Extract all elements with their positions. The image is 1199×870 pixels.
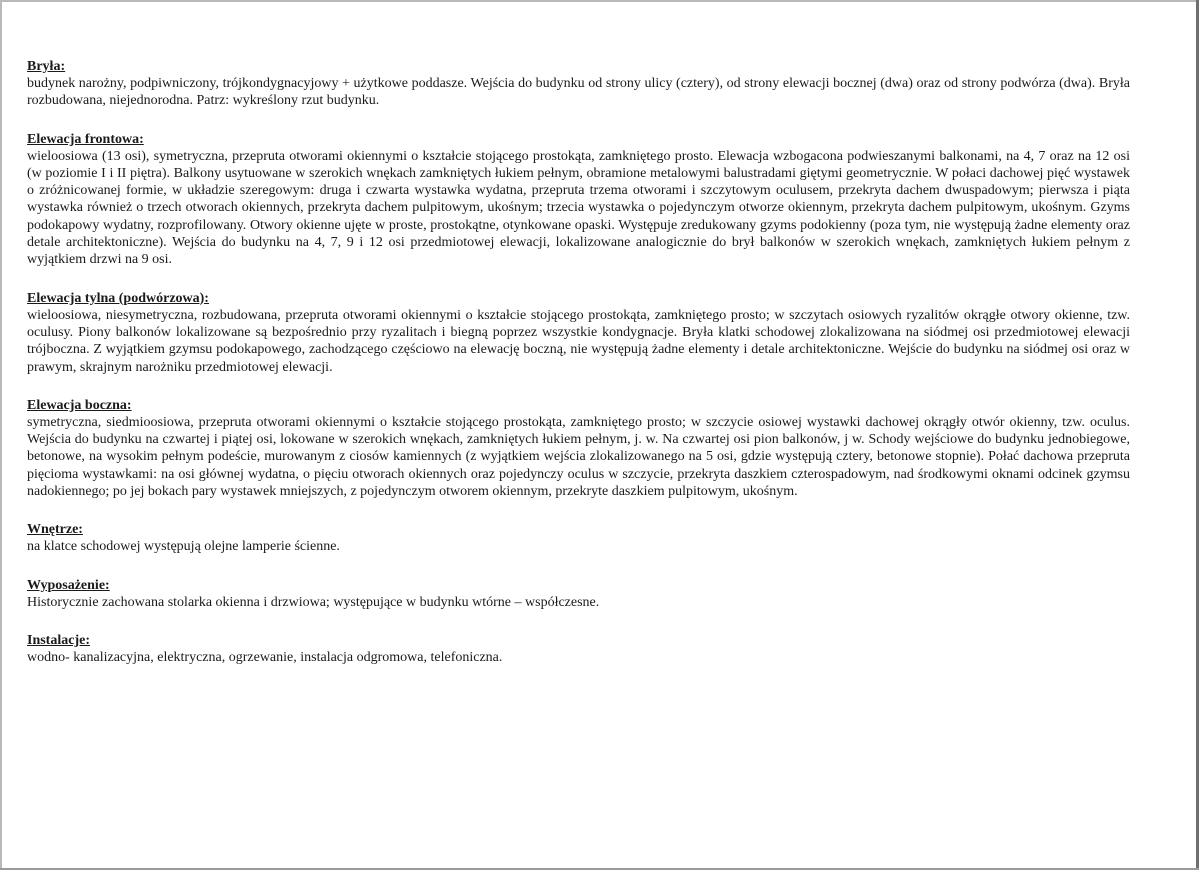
document-body <box>27 58 1130 684</box>
section-heading: Elewacja frontowa: <box>27 131 144 147</box>
section-heading: Instalacje: <box>27 632 90 648</box>
section-heading: Wyposażenie: <box>27 577 110 593</box>
section-heading: Elewacja boczna: <box>27 397 132 413</box>
section-text: wieloosiowa, niesymetryczna, rozbudowana, przepruta otworami okiennymi o kształcie stojącego prostokąta, zamkniętego prosto; w szczytach osiowych ryzalitów okrągłe otwory okienne, tzw. oculusy. Piony balkonów lokalizowane są bezpośrednio przy ryzalitach i biegną poprzez wszystkie kondygnacje. Bryła klatki schodowej zlokalizowana na siódmej osi przedmiotowej elewacji trójboczna. Z wyjątkiem gzymsu podokapowego, zachodzącego częściowo na elewację boczną, nie występują żadne elementy i detale architektoniczne. Wejście do budynku na siódmej osi oraz w prawym, skrajnym narożniku przedmiotowej elewacji. <box>27 307 1130 375</box>
section-text: na klatce schodowej występują olejne lamperie ścienne. <box>27 539 340 555</box>
section-wyposazenie <box>27 577 1130 611</box>
section-text: symetryczna, siedmioosiowa, przepruta otworami okiennymi o kształcie stojącego prostokąta, zamkniętego prosto; w szczycie osiowej wystawki dachowej okrągły otwór okienny, tzw. oculus. Wejścia do budynku na czwartej i piątej osi, lokowane w szerokich wnękach, zamkniętych łukiem pełnym, j. w. Na czwartej osi pion balkonów, j w. Schody wejściowe do budynku jednobiegowe, betonowe, na wysokim pełnym podeście, murowanym z ciosów kamiennych (z wyjątkiem wejścia zlokalizowanego na 5 osi, gdzie występują cztery, betonowe stopnie). Połać dachowa przepruta pięcioma wystawkami: na osi głównej wydatna, o pięciu otworach okiennych oraz pojedynczy oculus w szczycie, przekryta daszkiem czterospadowym, nad środkowymi oknami odcinek gzymsu nadokiennego; po jej bokach pary wystawek mniejszych, z pojedynczym otworem okiennym, przekryte daszkiem pulpitowym, ukośnym. <box>27 414 1130 500</box>
section-wnetrze <box>27 521 1130 555</box>
section-heading: Wnętrze: <box>27 522 83 538</box>
section-heading: Bryła: <box>27 59 66 74</box>
section-text: Historycznie zachowana stolarka okienna i drzwiowa; występujące w budynku wtórne – współczesne. <box>27 594 600 610</box>
section-text: wodno- kanalizacyjna, elektryczna, ogrzewanie, instalacja odgromowa, telefoniczna. <box>27 649 503 665</box>
section-elewacja-tylna <box>27 290 1130 376</box>
section-elewacja-boczna <box>27 397 1130 500</box>
section-text: wieloosiowa (13 osi), symetryczna, przepruta otworami okiennymi o kształcie stojącego prostokąta, zamkniętego prosto. Elewacja wzbogacona podwieszanymi balkonami, na 4, 7 oraz na 12 osi (w poziomie I i II piętra). Balkony usytuowane w szerokich wnękach zamkniętych łukiem pełnym, obramione metalowymi balustradami giętymi geometrycznie. W połaci dachowej pięć wystawek o zróżnicowanej formie, w układzie szeregowym: druga i czwarta wystawka wydatna, przepruta trzema otworami i szczytowym oculusem, przekryta dachem dwuspadowym; pierwsza i piąta wystawka również o trzech otworach okiennych, przekryta dachem pulpitowym, ukośnym; trzecia wystawka o pojedynczym otworze okiennym, przekryta dachem pulpitowym, ukośnym. Gzyms podokapowy wydatny, rozprofilowany. Otwory okienne ujęte w proste, prostokątne, otynkowane opaski. Występuje zredukowany gzyms podokienny (poza tym, nie występują żadne elementy oraz detale architektoniczne). Wejścia do budynku na 4, 7, 9 i 12 osi przedmiotowej elewacji, lokalizowane analogicznie do brył balkonów w szerokich wnękach, zamkniętych łukiem pełnym z wyjątkiem drzwi na 9 osi. <box>27 148 1130 268</box>
section-heading: Elewacja tylna (podwórzowa): <box>27 290 209 306</box>
section-elewacja-frontowa <box>27 131 1130 269</box>
section-bryla <box>27 58 1130 110</box>
section-text: budynek narożny, podpiwniczony, trójkondygnacyjowy + użytkowe poddasze. Wejścia do budynku od strony ulicy (cztery), od strony elewacji bocznej (dwa) oraz od strony podwórza (dwa). Bryła rozbudowana, niejednorodna. Patrz: wykreślony rzut budynku. <box>27 76 1130 109</box>
section-instalacje <box>27 632 1130 666</box>
